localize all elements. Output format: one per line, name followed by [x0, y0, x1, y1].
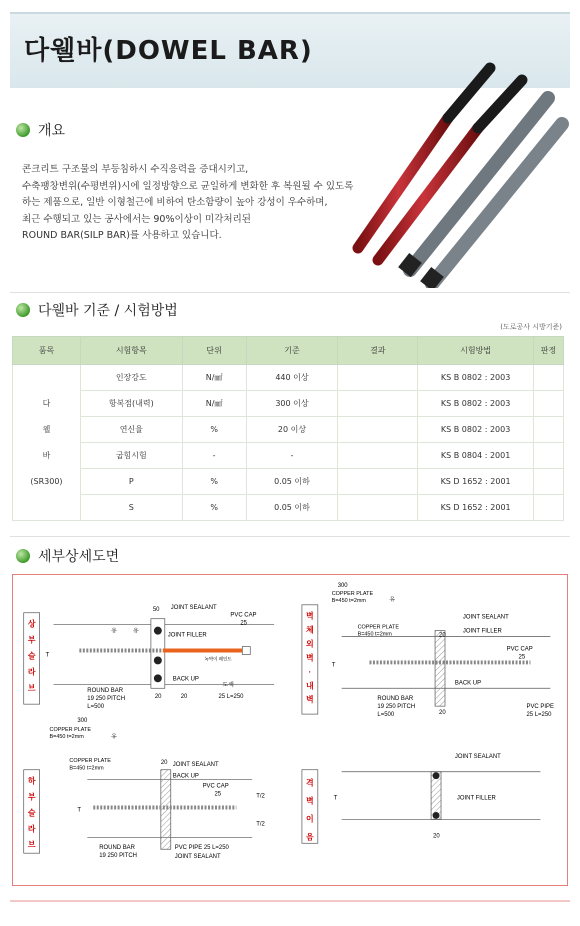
method-cell: KS B 0802 : 2003: [418, 365, 534, 391]
dim-20: 20: [433, 833, 440, 840]
overview-text: [22, 162, 392, 245]
joint-filler-label: JOINT FILLER: [456, 795, 496, 802]
copper-plate-label: COPPER PLATE: [357, 624, 399, 631]
length-250-label: 25 L=250: [218, 694, 244, 701]
column-header: 품목: [13, 337, 81, 365]
panel-walls: [302, 583, 554, 718]
dim-25: 25: [240, 620, 247, 627]
joint-sealant-label: JOINT SEALANT: [454, 753, 501, 760]
dim-20: 20: [160, 759, 168, 766]
result-cell: [338, 469, 418, 495]
test-item: P: [80, 469, 182, 495]
unit-cell: %: [182, 495, 246, 521]
mark-label: 유: [133, 628, 139, 635]
overview-line: 콘크리트 구조물의 부등침하시 수직응력을 증대시키고,: [22, 164, 249, 175]
copper-plate-label: COPPER PLATE: [69, 757, 111, 764]
standard-cell: 0.05 이하: [246, 495, 338, 521]
result-cell: [338, 417, 418, 443]
overview-line: 최근 수행되고 있는 공사에서는 90%이상이 미각처리된: [22, 213, 251, 225]
table-row: [13, 495, 564, 521]
thickness-label: T: [45, 652, 50, 659]
joint-sealant-label: JOINT SEALANT: [170, 604, 217, 611]
side-label: 격: [306, 778, 314, 788]
product-char: 바: [42, 450, 51, 460]
copper-dim-label: B=450 t=2mm: [357, 631, 392, 638]
dim-20: 20: [154, 694, 162, 701]
side-label: 부: [27, 792, 36, 802]
joint-sealant-label: JOINT SEALANT: [462, 614, 509, 621]
pitch-label: 19 250 PITCH: [87, 696, 126, 703]
side-label: 음: [306, 832, 314, 842]
overview-line: 하는 제품으로, 일반 이형철근에 비하여 탄소함량이 높아 강성이 우수하며,: [22, 197, 328, 208]
side-label: ·: [308, 667, 312, 677]
back-up-label: BACK UP: [454, 680, 482, 687]
back-up-label: BACK UP: [172, 676, 199, 683]
table-row: [13, 365, 564, 391]
dim-20: 20: [439, 632, 446, 639]
round-bar-label: ROUND BAR: [87, 688, 124, 695]
dim-300: 300: [337, 582, 348, 589]
unit-cell: -: [182, 443, 246, 469]
paint-note-label: 녹막이 페인트: [204, 656, 232, 662]
test-item: S: [80, 495, 182, 521]
detail-drawing: [12, 574, 568, 886]
overview-heading-text: 개요: [38, 123, 66, 139]
standard-cell: 440 이상: [246, 365, 338, 391]
side-label: 벽: [306, 653, 314, 663]
copper-dim-label: B=450 t=2mm: [331, 597, 366, 604]
round-bar-label: ROUND BAR: [99, 845, 135, 852]
overview-heading: [16, 120, 65, 140]
detail-heading: [16, 546, 119, 566]
unit-cell: N/㎟: [182, 365, 246, 391]
side-label: 부: [27, 635, 36, 645]
standard-cell: -: [246, 443, 338, 469]
green-bullet-icon: [16, 549, 30, 563]
side-label: 브: [27, 840, 36, 850]
dim-20: 20: [180, 694, 188, 701]
thickness-label: T: [77, 807, 82, 814]
standards-heading-text: 다웰바 기준 / 시험방법: [38, 303, 178, 319]
length-250-label: 25 L=250: [526, 712, 552, 719]
standard-cell: 300 이상: [246, 391, 338, 417]
table-header-row: [13, 337, 564, 365]
judge-cell: [534, 417, 564, 443]
column-header: 시험항목: [80, 337, 182, 365]
side-label: 벽: [306, 695, 314, 705]
half-thickness-label: T/2: [256, 821, 265, 828]
back-up-label: BACK UP: [172, 773, 199, 780]
half-thickness-label: T/2: [256, 793, 265, 800]
table-row: [13, 417, 564, 443]
mark-label: 유: [389, 596, 396, 603]
product-grade: (SR300): [30, 476, 63, 486]
unit-cell: %: [182, 417, 246, 443]
side-label: 내: [306, 681, 314, 691]
side-label: 벽: [306, 796, 314, 806]
gray-bar-2: [420, 124, 562, 288]
green-bullet-icon: [16, 303, 30, 317]
overview-line: 수축팽창변위(수평변위)시에 일정방향으로 균일하게 변화한 후 복원될 수 있도록: [22, 180, 354, 192]
method-cell: KS B 0802 : 2003: [418, 417, 534, 443]
joint-sealant-label: JOINT SEALANT: [174, 854, 221, 861]
result-cell: [338, 495, 418, 521]
dim-300: 300: [77, 718, 88, 725]
method-cell: KS B 0802 : 2003: [418, 391, 534, 417]
panel-lower-slab: [24, 718, 266, 860]
test-item: 굽힘시험: [80, 443, 182, 469]
panel-partition-joint: [302, 754, 540, 843]
paint-label: 도색: [222, 682, 234, 689]
side-label: 외: [306, 639, 314, 649]
side-label: 벽: [306, 611, 314, 621]
standards-table: [12, 336, 564, 521]
joint-sealant-label: JOINT SEALANT: [172, 761, 219, 768]
footer-line: [10, 900, 570, 902]
judge-cell: [534, 443, 564, 469]
side-label: 라: [27, 667, 36, 677]
pitch-label: 19 250 PITCH: [99, 853, 137, 860]
thickness-label: T: [331, 662, 336, 669]
side-label: 이: [306, 814, 314, 824]
method-cell: KS D 1652 : 2001: [418, 495, 534, 521]
detail-heading-text: 세부상세도면: [38, 549, 120, 565]
side-label: 라: [27, 824, 36, 834]
pvc-cap-label: PVC CAP: [202, 783, 229, 790]
unit-cell: N/㎟: [182, 391, 246, 417]
column-header: 기준: [246, 337, 338, 365]
product-char: 웰: [42, 424, 51, 434]
side-label: 슬: [27, 808, 36, 818]
overview-line: ROUND BAR(SILP BAR)를 사용하고 있습니다.: [22, 230, 222, 241]
test-item: 연신율: [80, 417, 182, 443]
side-label: 슬: [27, 651, 36, 661]
copper-plate-label: COPPER PLATE: [331, 590, 374, 597]
length-label: L=500: [87, 704, 105, 711]
joint-filler-label: JOINT FILLER: [462, 628, 502, 635]
result-cell: [338, 391, 418, 417]
red-bar-2: [378, 80, 522, 260]
judge-cell: [534, 469, 564, 495]
table-row: [13, 469, 564, 495]
pvc-cap-label: PVC CAP: [506, 646, 533, 653]
length-label: L=500: [377, 712, 395, 719]
side-label: 하: [27, 776, 36, 786]
dim-25: 25: [518, 654, 526, 661]
judge-cell: [534, 391, 564, 417]
unit-cell: %: [182, 469, 246, 495]
green-bullet-icon: [16, 123, 30, 137]
standard-cell: 20 이상: [246, 417, 338, 443]
table-row: [13, 391, 564, 417]
test-item: 인장강도: [80, 365, 182, 391]
product-cell: [13, 365, 81, 521]
column-header: 결과: [338, 337, 418, 365]
page-title: 다웰바(DOWEL BAR): [24, 36, 313, 66]
standard-cell: 0.05 이하: [246, 469, 338, 495]
copper-dim-label: B=450 t=2mm: [49, 733, 84, 740]
side-label: 브: [27, 683, 36, 693]
test-item: 항복점(내력): [80, 391, 182, 417]
column-header: 단위: [182, 337, 246, 365]
product-char: 다: [42, 398, 51, 408]
table-row: [13, 443, 564, 469]
copper-dim-label: B=450 t=2mm: [69, 765, 104, 772]
result-cell: [338, 443, 418, 469]
pvc-pipe-label: PVC PIPE 25 L=250: [174, 845, 229, 852]
standards-note: (도로공사 시방기준): [500, 323, 562, 331]
result-cell: [338, 365, 418, 391]
divider: [10, 292, 570, 293]
thickness-label: T: [333, 795, 338, 802]
mark-label: 유: [111, 733, 117, 740]
dim-20: 20: [439, 710, 446, 717]
method-cell: KS D 1652 : 2001: [418, 469, 534, 495]
column-header: 판정: [534, 337, 564, 365]
divider: [10, 536, 570, 537]
pvc-cap-label: PVC CAP: [230, 612, 257, 619]
round-bar-label: ROUND BAR: [377, 696, 414, 703]
gray-bar-1: [398, 98, 548, 277]
copper-plate-label: COPPER PLATE: [49, 726, 91, 733]
column-header: 시험방법: [418, 337, 534, 365]
side-label: 상: [27, 619, 36, 629]
pvc-pipe-label: PVC PIPE: [526, 704, 554, 711]
pitch-label: 19 250 PITCH: [377, 704, 416, 711]
standards-heading: [16, 300, 178, 320]
dim-25: 25: [214, 791, 222, 798]
panel-upper-slab: [24, 605, 274, 710]
joint-filler-label: JOINT FILLER: [167, 632, 207, 639]
judge-cell: [534, 365, 564, 391]
method-cell: KS B 0804 : 2001: [418, 443, 534, 469]
mark-label: 유: [111, 628, 117, 635]
judge-cell: [534, 495, 564, 521]
side-label: 체: [306, 625, 314, 635]
dim-50: 50: [152, 606, 160, 613]
